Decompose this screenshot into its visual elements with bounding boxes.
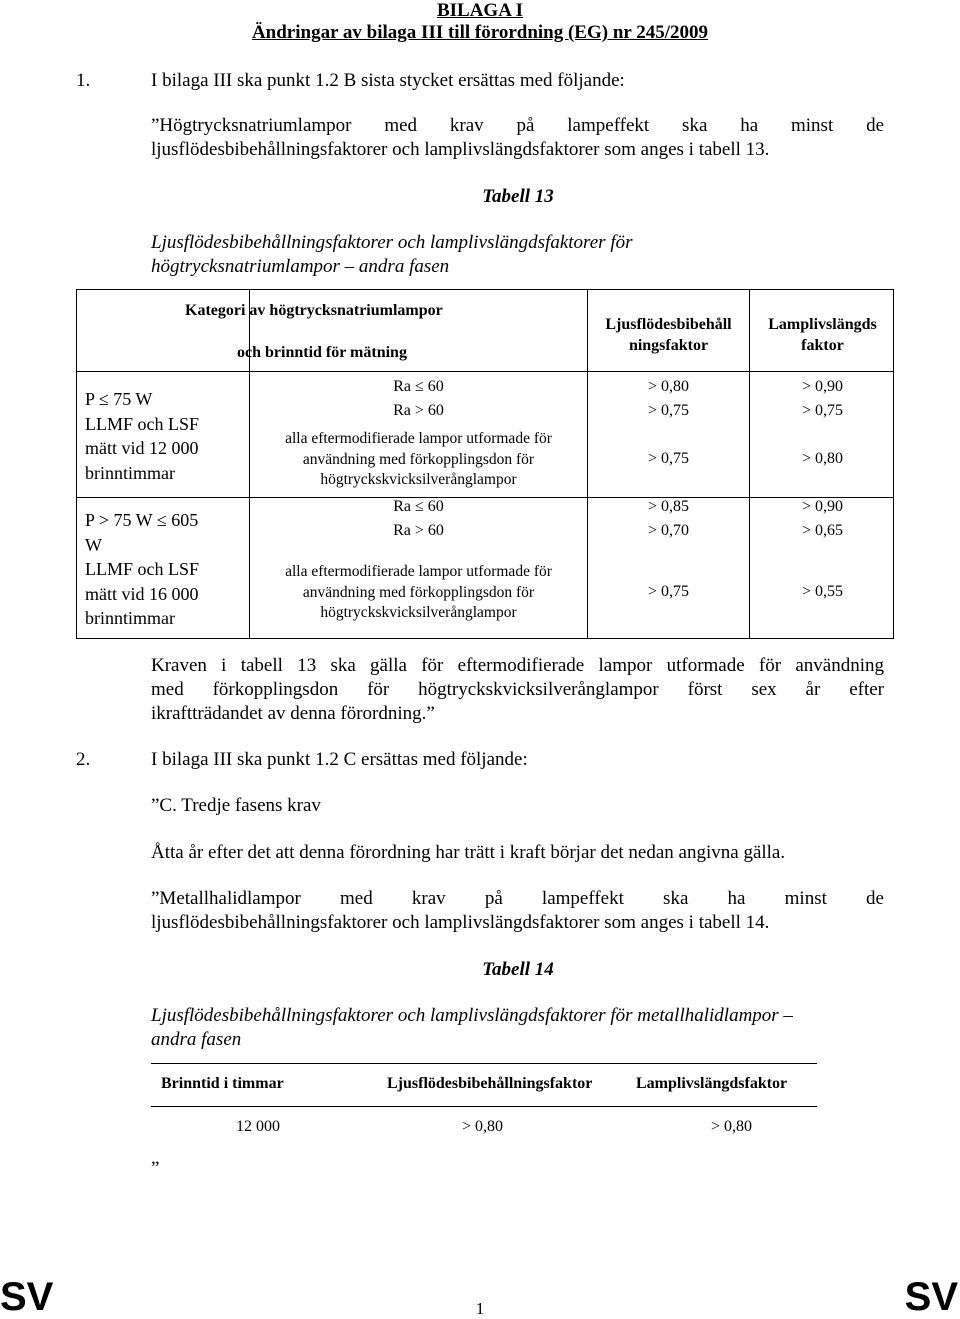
table14-header-divider (151, 1106, 817, 1107)
table14-top-border (151, 1063, 817, 1064)
table13-g1-r1-lmf: > 0,80 (647, 378, 690, 395)
table13-g2-r2-lmf: > 0,70 (647, 522, 690, 539)
table13-group2-label-line: W (85, 534, 102, 555)
table13-group2-label-line: mätt vid 16 000 (85, 583, 199, 604)
table13-g2-r3-cond-line: högtryckskvicksilverånglampor (320, 604, 517, 621)
table13-group2-label-line: P > 75 W ≤ 605 (85, 510, 199, 530)
table13-header-lmf-line2: ningsfaktor (628, 337, 709, 354)
section-2-text: I bilaga III ska punkt 1.2 C ersättas med följande: (151, 749, 528, 770)
table13-g2-r3-lmf: > 0,75 (647, 583, 690, 600)
table14-cell-lsf: > 0,80 (711, 1118, 753, 1135)
table13-group2-label-line: LLMF och LSF (85, 559, 200, 579)
footer-language-left: SV (0, 1275, 54, 1319)
table13-header-category-line1: Kategori av högtrycksnatriumlampor (185, 302, 443, 319)
table14 (151, 1063, 817, 1160)
document-title: BILAGA I (436, 0, 524, 21)
section-2-paragraph2-line1: ”Metallhalidlampor med krav på lampeffekt ska ha minst de (151, 888, 884, 909)
table13-g1-r2-lmf: > 0,75 (647, 402, 690, 419)
table13-group2-label (85, 508, 199, 631)
table13-g2-r3-lsf: > 0,55 (801, 583, 844, 600)
section-2-heading: ”C. Tredje fasens krav (151, 795, 321, 816)
table13-g1-r1-cond: Ra ≤ 60 (393, 378, 444, 395)
table13-header-category-line2: och brinntid för mätning (237, 344, 407, 361)
document-subtitle: Ändringar av bilaga III till förordning (EG) nr 245/2009 (251, 22, 709, 43)
table13-g1-r2-cond: Ra > 60 (393, 402, 444, 419)
table13-g2-r3-cond (250, 562, 587, 624)
table13-g1-r3-cond-line: användning med förkopplingsdon för (302, 450, 535, 468)
table13-label: Tabell 13 (482, 186, 554, 207)
table13-group1-label (85, 387, 199, 485)
table13-g2-r2-lsf: > 0,65 (801, 522, 844, 539)
table13-header-lmf-line1: Ljusflödesbibehåll (605, 316, 732, 333)
after-table-line1: Kraven i tabell 13 ska gälla för eftermodifierade lampor utformade för användning (151, 655, 884, 676)
table13-group1-label-line: P ≤ 75 W (85, 389, 153, 409)
table13-group1-label-line: mätt vid 12 000 (85, 438, 199, 458)
table13-g1-r2-lsf: > 0,75 (801, 402, 844, 419)
table14-header-lsf: Lamplivslängdsfaktor (636, 1075, 788, 1092)
section-1-paragraph-line1: ”Högtrycksnatriumlampor med krav på lampeffekt ska ha minst de (151, 115, 884, 136)
table13-g2-r1-lsf: > 0,90 (801, 498, 844, 515)
table13-g1-r1-lsf: > 0,90 (801, 378, 844, 395)
table13-header-lsf-line1: Lamplivslängds (768, 316, 877, 333)
table13-g1-r3-cond (250, 429, 587, 491)
section-2-paragraph2-line2: ljusflödesbibehållningsfaktorer och lamplivslängdsfaktorer som anges i tabell 14. (151, 912, 770, 933)
table13-header-divider (77, 371, 893, 372)
table13-g1-r3-lsf: > 0,80 (801, 450, 844, 467)
table14-label: Tabell 14 (482, 959, 554, 980)
table13-group1-label-line: brinntimmar (85, 462, 175, 483)
section-1-text: I bilaga III ska punkt 1.2 B sista stycket ersättas med följande: (151, 70, 625, 91)
table13-caption-line2: högtrycksnatriumlampor – andra fasen (151, 256, 450, 277)
section-1-paragraph-line2: ljusflödesbibehållningsfaktorer och lamplivslängdsfaktorer som anges i tabell 13. (151, 139, 770, 160)
table13-g2-r3-cond-line: användning med förkopplingsdon för (302, 583, 535, 601)
table14-cell-burn-time: 12 000 (236, 1118, 280, 1135)
table14-caption-line2: andra fasen (151, 1029, 242, 1050)
footer-language-right: SV (904, 1275, 958, 1319)
table14-header-lmf: Ljusflödesbibehållningsfaktor (387, 1075, 593, 1092)
table13 (76, 289, 894, 639)
table13-g2-r1-lmf: > 0,85 (647, 498, 690, 515)
after-table-line2: med förkopplingsdon för högtryckskvicksilverånglampor först sex år efter (151, 679, 884, 700)
table13-g1-r3-cond-line: alla eftermodifierade lampor utformade för (285, 430, 552, 447)
table13-caption-line1: Ljusflödesbibehållningsfaktorer och lamplivslängdsfaktorer för (151, 232, 633, 253)
table13-g2-r2-cond: Ra > 60 (393, 522, 444, 539)
section-1-number: 1. (76, 70, 91, 91)
table13-g1-r3-cond-line: högtryckskvicksilverånglampor (320, 471, 517, 488)
closing-quote: ” (151, 1158, 160, 1179)
table13-header-lsf (750, 314, 895, 356)
table13-g2-r1-cond: Ra ≤ 60 (393, 498, 444, 515)
footer-page-number: 1 (475, 1299, 485, 1318)
table13-group1-label-line: LLMF och LSF (85, 413, 200, 434)
table13-header-lmf (588, 314, 749, 356)
table13-g1-r3-lmf: > 0,75 (647, 450, 690, 467)
table14-header-burn-time: Brinntid i timmar (161, 1075, 284, 1092)
section-2-number: 2. (76, 749, 91, 770)
table14-caption-line1: Ljusflödesbibehållningsfaktorer och lamplivslängdsfaktorer för metallhalidlampor – (151, 1005, 793, 1026)
table14-cell-lmf: > 0,80 (462, 1118, 504, 1135)
after-table-line3: ikraftträdandet av denna förordning.” (151, 703, 435, 724)
table13-group2-label-line: brinntimmar (85, 608, 175, 628)
section-2-paragraph1: Åtta år efter det att denna förordning har trätt i kraft börjar det nedan angivna gälla. (151, 842, 786, 863)
table13-g2-r3-cond-line: alla eftermodifierade lampor utformade för (285, 563, 552, 580)
table13-header-lsf-line2: faktor (801, 337, 844, 354)
